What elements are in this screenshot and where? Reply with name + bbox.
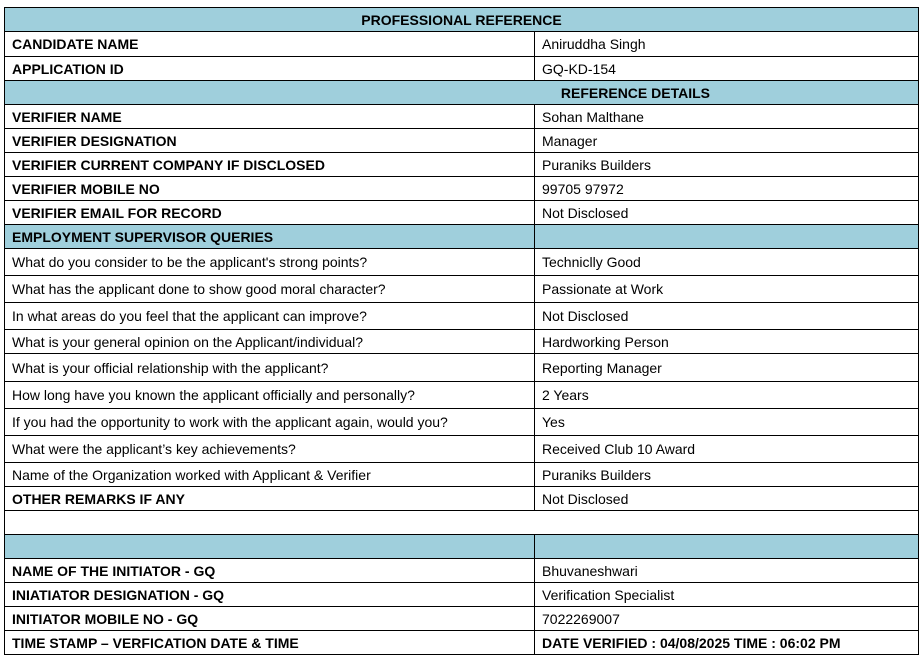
verifier-label: VERIFIER DESIGNATION bbox=[5, 129, 535, 153]
query-row bbox=[5, 354, 919, 382]
professional-reference-table bbox=[4, 7, 919, 655]
initiator-row bbox=[5, 607, 919, 631]
query-question: Name of the Organization worked with Applicant & Verifier bbox=[5, 463, 535, 487]
reference-details-heading: REFERENCE DETAILS bbox=[5, 81, 919, 105]
other-remarks-row bbox=[5, 487, 919, 511]
title-row bbox=[5, 8, 919, 32]
query-answer: Techniclly Good bbox=[535, 249, 919, 276]
verifier-label: VERIFIER MOBILE NO bbox=[5, 177, 535, 201]
empty-row bbox=[5, 511, 919, 535]
initiator-heading-blank-right bbox=[535, 535, 919, 559]
query-question: What is your general opinion on the Applicant/individual? bbox=[5, 330, 535, 354]
query-answer: 2 Years bbox=[535, 382, 919, 409]
initiator-label: INIATIATOR DESIGNATION - GQ bbox=[5, 583, 535, 607]
query-row bbox=[5, 409, 919, 436]
query-answer: Not Disclosed bbox=[535, 303, 919, 330]
initiator-value: 7022269007 bbox=[535, 607, 919, 631]
verifier-label: VERIFIER CURRENT COMPANY IF DISCLOSED bbox=[5, 153, 535, 177]
query-question: In what areas do you feel that the applicant can improve? bbox=[5, 303, 535, 330]
timestamp-label: TIME STAMP – VERFICATION DATE & TIME bbox=[5, 631, 535, 655]
query-row bbox=[5, 463, 919, 487]
query-row bbox=[5, 436, 919, 463]
initiator-row bbox=[5, 583, 919, 607]
verifier-row bbox=[5, 177, 919, 201]
query-question: How long have you known the applicant officially and personally? bbox=[5, 382, 535, 409]
initiator-value: Bhuvaneshwari bbox=[535, 559, 919, 583]
verifier-value: Sohan Malthane bbox=[535, 105, 919, 129]
candidate-name-value: Aniruddha Singh bbox=[535, 32, 919, 57]
query-answer: Reporting Manager bbox=[535, 354, 919, 382]
verifier-label: VERIFIER NAME bbox=[5, 105, 535, 129]
initiator-row bbox=[5, 559, 919, 583]
queries-heading-blank bbox=[535, 225, 919, 249]
verifier-value: 99705 97972 bbox=[535, 177, 919, 201]
verifier-row bbox=[5, 201, 919, 225]
query-row bbox=[5, 276, 919, 303]
verifier-value: Not Disclosed bbox=[535, 201, 919, 225]
reference-details-row bbox=[5, 81, 919, 105]
initiator-value: Verification Specialist bbox=[535, 583, 919, 607]
empty-cell bbox=[5, 511, 919, 535]
query-answer: Passionate at Work bbox=[535, 276, 919, 303]
application-id-label: APPLICATION ID bbox=[5, 57, 535, 81]
query-row bbox=[5, 249, 919, 276]
candidate-name-row bbox=[5, 32, 919, 57]
application-id-row bbox=[5, 57, 919, 81]
queries-heading: EMPLOYMENT SUPERVISOR QUERIES bbox=[5, 225, 535, 249]
timestamp-value: DATE VERIFIED : 04/08/2025 TIME : 06:02 PM bbox=[535, 631, 919, 655]
other-remarks-label: OTHER REMARKS IF ANY bbox=[5, 487, 535, 511]
verifier-label: VERIFIER EMAIL FOR RECORD bbox=[5, 201, 535, 225]
query-row bbox=[5, 303, 919, 330]
query-question: What were the applicant’s key achievements? bbox=[5, 436, 535, 463]
initiator-heading-row bbox=[5, 535, 919, 559]
query-question: If you had the opportunity to work with the applicant again, would you? bbox=[5, 409, 535, 436]
initiator-heading-blank-left bbox=[5, 535, 535, 559]
timestamp-row bbox=[5, 631, 919, 655]
verifier-value: Manager bbox=[535, 129, 919, 153]
query-answer: Yes bbox=[535, 409, 919, 436]
query-row bbox=[5, 382, 919, 409]
queries-heading-row bbox=[5, 225, 919, 249]
page-title: PROFESSIONAL REFERENCE bbox=[5, 8, 919, 32]
query-question: What is your official relationship with the applicant? bbox=[5, 354, 535, 382]
query-row bbox=[5, 330, 919, 354]
query-answer: Received Club 10 Award bbox=[535, 436, 919, 463]
verifier-row bbox=[5, 129, 919, 153]
other-remarks-value: Not Disclosed bbox=[535, 487, 919, 511]
query-question: What has the applicant done to show good moral character? bbox=[5, 276, 535, 303]
initiator-label: NAME OF THE INITIATOR - GQ bbox=[5, 559, 535, 583]
query-answer: Hardworking Person bbox=[535, 330, 919, 354]
candidate-name-label: CANDIDATE NAME bbox=[5, 32, 535, 57]
verifier-row bbox=[5, 105, 919, 129]
verifier-value: Puraniks Builders bbox=[535, 153, 919, 177]
application-id-value: GQ-KD-154 bbox=[535, 57, 919, 81]
query-question: What do you consider to be the applicant's strong points? bbox=[5, 249, 535, 276]
initiator-label: INITIATOR MOBILE NO - GQ bbox=[5, 607, 535, 631]
verifier-row bbox=[5, 153, 919, 177]
query-answer: Puraniks Builders bbox=[535, 463, 919, 487]
